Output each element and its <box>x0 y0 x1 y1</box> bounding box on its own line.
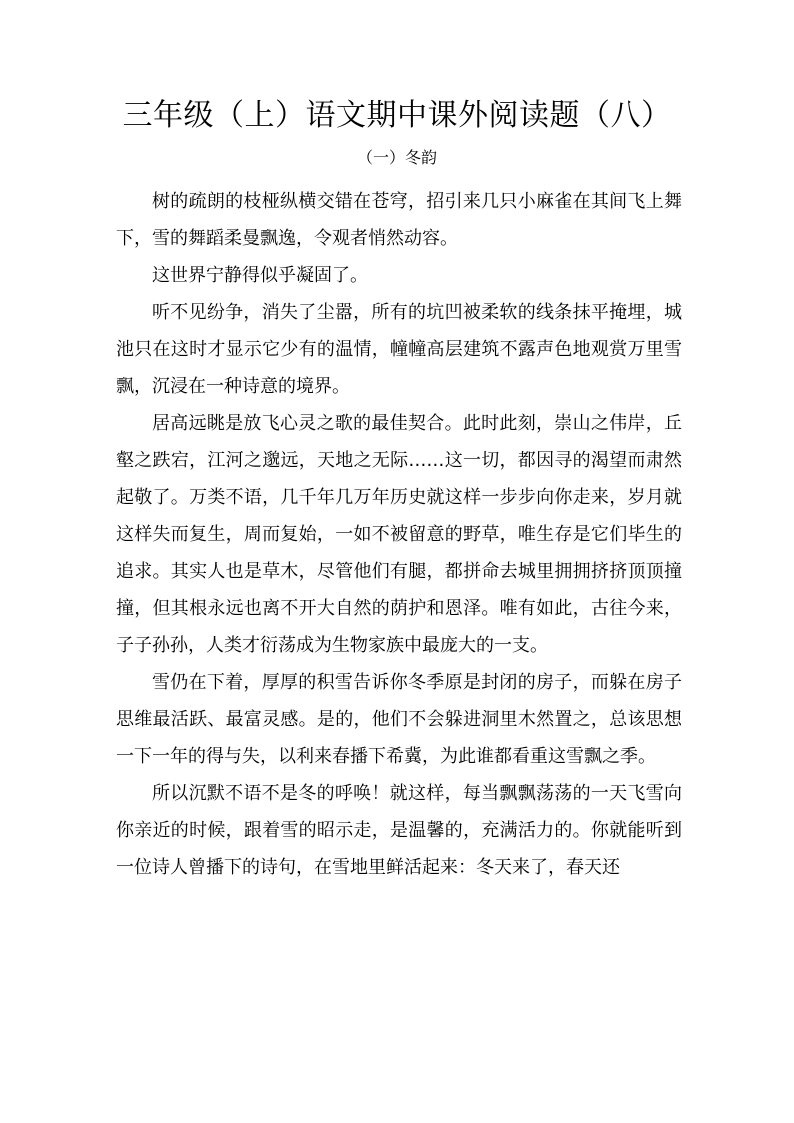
paragraph: 这世界宁静得似乎凝固了。 <box>152 265 368 286</box>
document-title: 三年级（上）语文期中课外阅读题（八） <box>122 98 672 133</box>
section-heading: （一）冬韵 <box>356 148 437 167</box>
paragraph: 所以沉默不语不是冬的呼唤！就这样，每当飘飘荡荡的一天飞雪向你亲近的时候，跟着雪的昭示走，是温馨的，充满活力的。你就能听到一位诗人曾播下的诗句，在雪地里鲜活起来：冬天来了，春天还 <box>116 783 682 878</box>
paragraph: 居高远眺是放飞心灵之歌的最佳契合。此时此刻，崇山之伟岸，丘壑之跌宕，江河之邈远，天地之无际……这一切，都因寻的渴望而肃然起敬了。万类不语，几千年几万年历史就这样一步步向你走来，岁月就这样失而复生，周而复始，一如不被留意的野草，唯生存是它们毕生的追求。其实人也是草木，尽管他们有腿，都拼命去城里拥拥挤挤顶顶撞撞，但其根永远也离不开大自然的荫护和恩泽。唯有如此，古往今来，子子孙孙，人类才衍荡成为生物家族中最庞大的一支。 <box>116 413 682 656</box>
paragraph: 雪仍在下着，厚厚的积雪告诉你冬季原是封闭的房子，而躲在房子思维最活跃、最富灵感。是的，他们不会躲进洞里木然置之，总该思想一下一年的得与失，以利来春播下希冀，为此谁都看重这雪飘之季。 <box>116 672 682 767</box>
article-body <box>116 183 682 886</box>
paragraph: 树的疏朗的枝桠纵横交错在苍穹，招引来几只小麻雀在其间飞上舞下，雪的舞蹈柔曼飘逸，令观者悄然动容。 <box>116 191 682 249</box>
paragraph: 听不见纷争，消失了尘嚣，所有的坑凹被柔软的线条抹平掩埋，城池只在这时才显示它少有的温情，幢幢高层建筑不露声色地观赏万里雪飘，沉浸在一种诗意的境界。 <box>116 302 682 397</box>
